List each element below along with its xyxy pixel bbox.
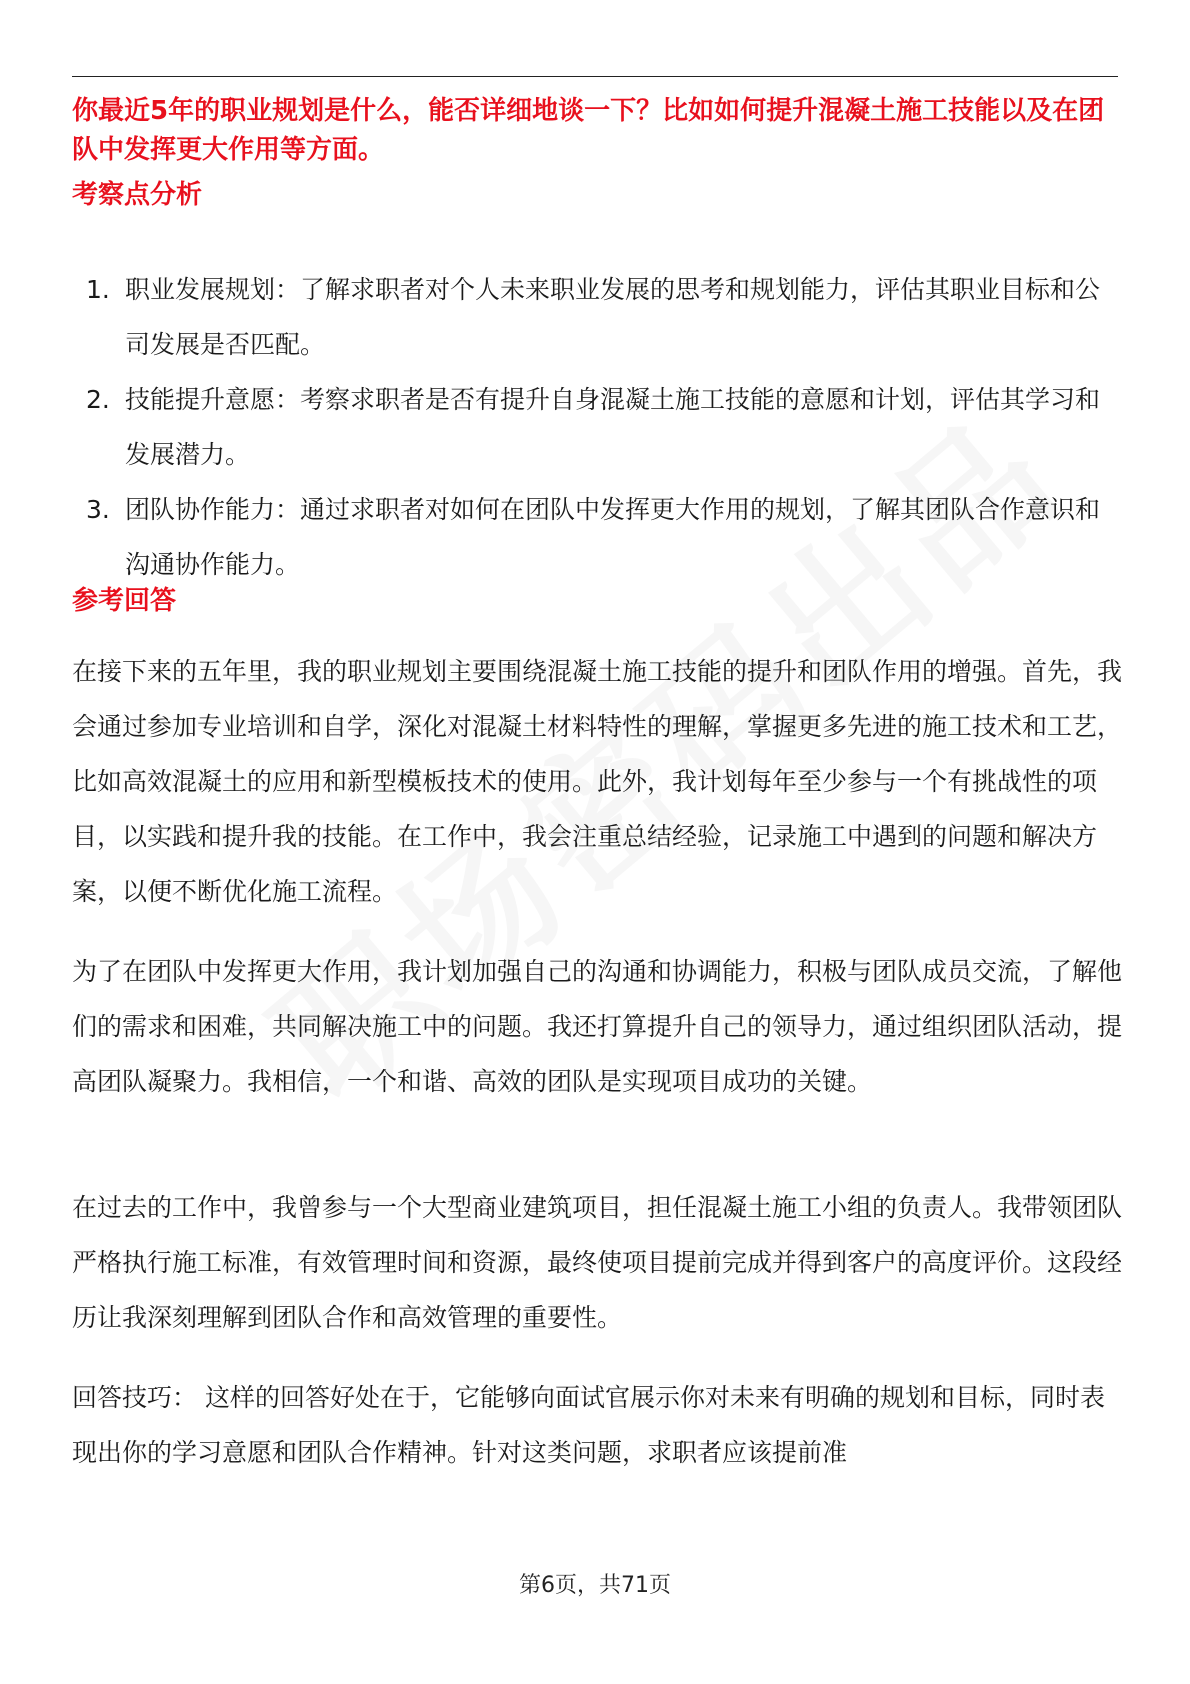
list-number: 3. <box>86 495 110 524</box>
list-text: 职业发展规划：了解求职者对个人未来职业发展的思考和规划能力，评估其职业目标和公司发展是否匹配。 <box>125 275 1101 359</box>
list-item <box>72 262 1122 372</box>
list-text: 技能提升意愿：考察求职者是否有提升自身混凝土施工技能的意愿和计划，评估其学习和发展潜力。 <box>125 385 1101 469</box>
answer-title: 参考回答 <box>72 586 177 616</box>
list-item <box>72 372 1122 482</box>
question-heading: 你最近5年的职业规划是什么，能否详细地谈一下？比如如何提升混凝土施工技能以及在团队中发挥更大作用等方面。 <box>72 96 1105 165</box>
list-text: 团队协作能力：通过求职者对如何在团队中发挥更大作用的规划，了解其团队合作意识和沟通协作能力。 <box>125 495 1101 579</box>
analysis-title: 考察点分析 <box>72 180 203 210</box>
list-item <box>72 482 1122 592</box>
top-divider <box>72 76 1118 77</box>
tips-paragraph: 回答技巧： 这样的回答好处在于，它能够向面试官展示你对未来有明确的规划和目标，同时表现出你的学习意愿和团队合作精神。针对这类问题，求职者应该提前准 <box>72 1383 1105 1467</box>
answer-paragraph: 在接下来的五年里，我的职业规划主要围绕混凝土施工技能的提升和团队作用的增强。首先，我会通过参加专业培训和自学，深化对混凝土材料特性的理解，掌握更多先进的施工技术和工艺，比如高效混凝土的应用和新型模板技术的使用。此外，我计划每年至少参与一个有挑战性的项目，以实践和提升我的技能。在工作中，我会注重总结经验，记录施工中遇到的问题和解决方案，以便不断优化施工流程。 <box>72 657 1123 906</box>
answer-paragraph: 为了在团队中发挥更大作用，我计划加强自己的沟通和协调能力，积极与团队成员交流，了解他们的需求和困难，共同解决施工中的问题。我还打算提升自己的领导力，通过组织团队活动，提高团队凝聚力。我相信，一个和谐、高效的团队是实现项目成功的关键。 <box>72 957 1123 1096</box>
answer-paragraph: 在过去的工作中，我曾参与一个大型商业建筑项目，担任混凝土施工小组的负责人。我带领团队严格执行施工标准，有效管理时间和资源，最终使项目提前完成并得到客户的高度评价。这段经历让我深刻理解到团队合作和高效管理的重要性。 <box>72 1193 1123 1332</box>
analysis-list <box>72 262 1122 592</box>
list-number: 1. <box>86 275 110 304</box>
list-number: 2. <box>86 385 110 414</box>
page-footer: 第6页，共71页 <box>519 1573 671 1598</box>
